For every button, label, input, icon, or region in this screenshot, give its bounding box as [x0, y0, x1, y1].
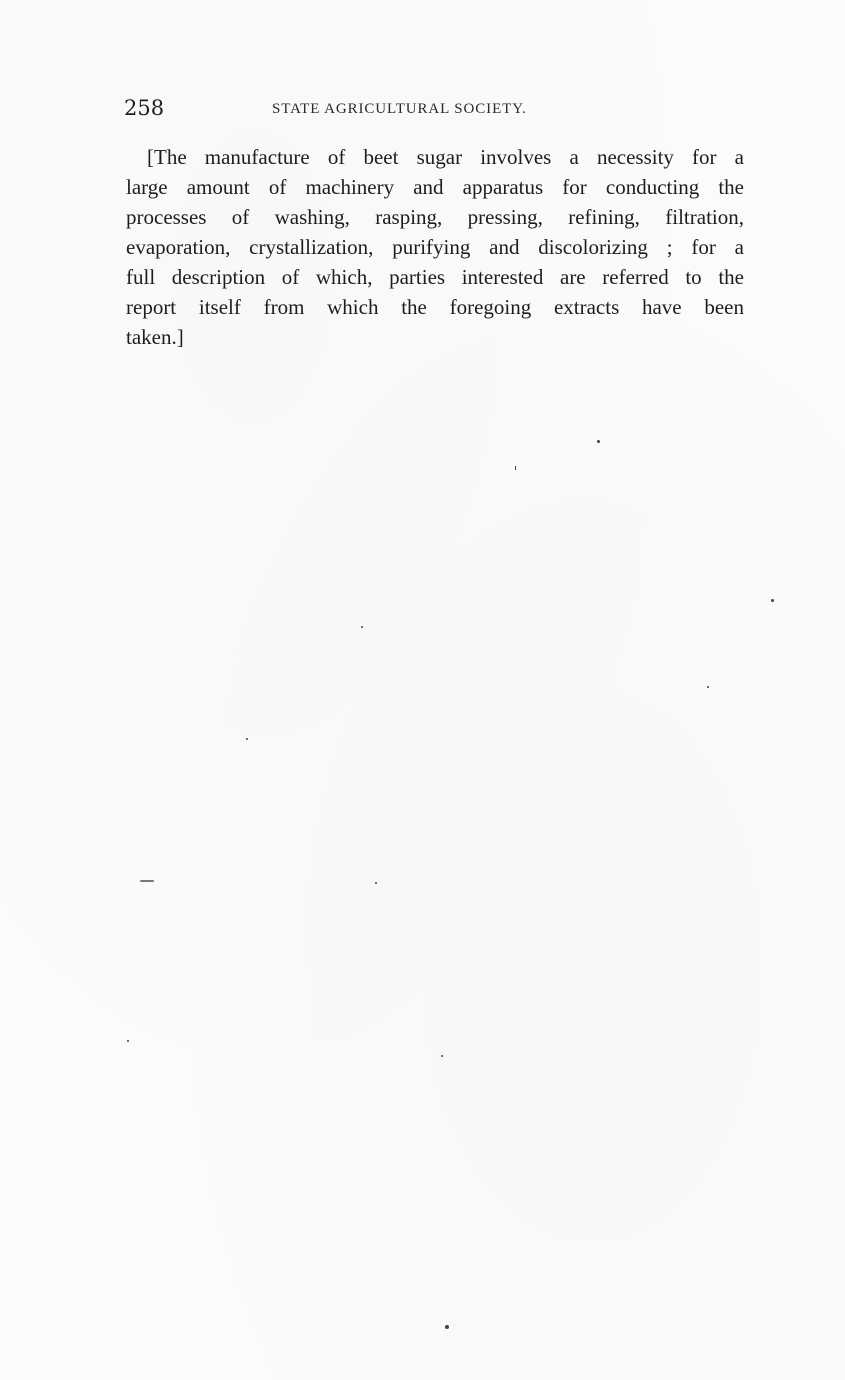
- page-number: 258: [124, 96, 165, 120]
- body-paragraph: [126, 142, 744, 352]
- paragraph-line: report itself from which the foregoing extracts have been: [126, 295, 744, 319]
- scan-speck: [127, 1040, 129, 1042]
- scan-speck: [707, 686, 709, 688]
- scan-speck: [445, 1325, 449, 1329]
- scan-speck: [361, 626, 363, 628]
- page-header: [124, 96, 744, 126]
- paragraph-line: large amount of machinery and apparatus for conducting the: [126, 175, 744, 199]
- scan-speck: [597, 440, 600, 443]
- scan-speck: [441, 1055, 443, 1057]
- paragraph-line: full description of which, parties interested are referred to the: [126, 265, 744, 289]
- paragraph-line: taken.]: [126, 325, 184, 349]
- scan-speck: [140, 880, 154, 882]
- running-head: STATE AGRICULTURAL SOCIETY.: [272, 101, 527, 117]
- paragraph-line: [The manufacture of beet sugar involves a necessity for a: [147, 145, 744, 169]
- scan-speck: [246, 738, 248, 740]
- paragraph-line: evaporation, crystallization, purifying and discolorizing ; for a: [126, 235, 744, 259]
- scan-speck: [771, 599, 774, 602]
- scan-speck: [375, 882, 377, 884]
- scan-speck: [515, 466, 516, 470]
- paragraph-line: processes of washing, rasping, pressing, refining, filtration,: [126, 205, 744, 229]
